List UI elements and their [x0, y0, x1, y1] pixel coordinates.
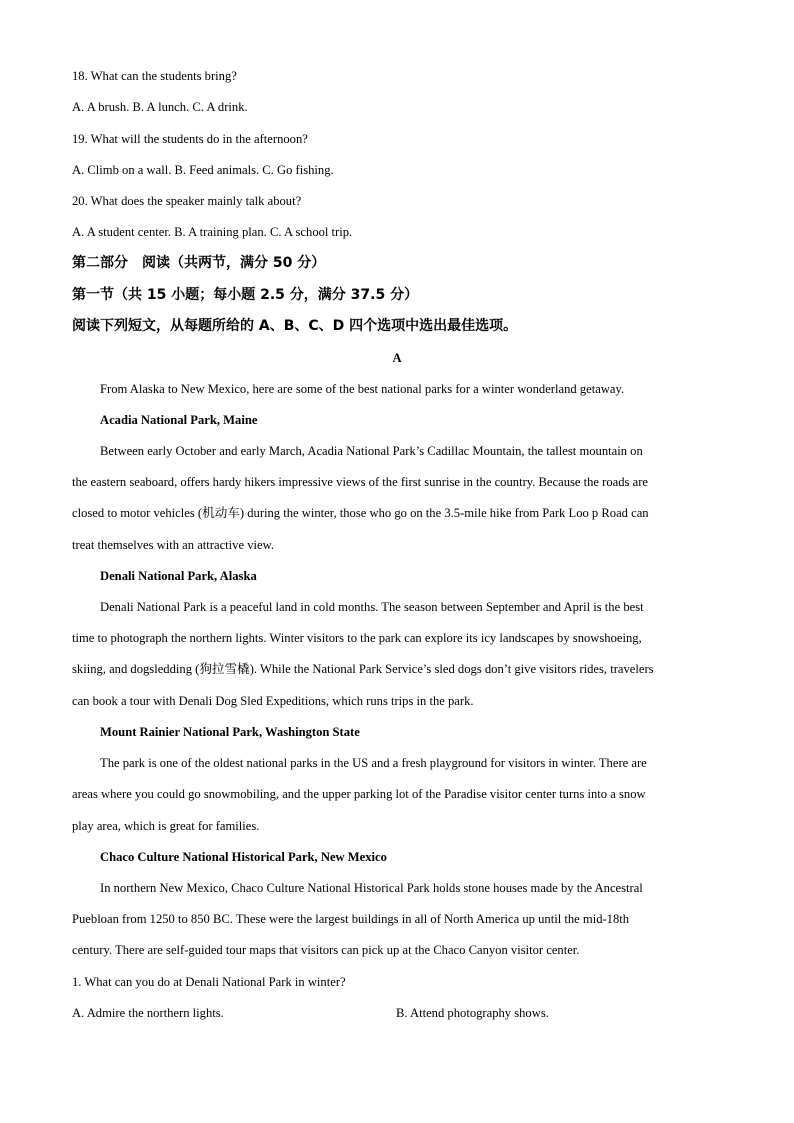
acadia-paragraph-line: Between early October and early March, Acadia National Park’s Cadillac Mountain, the tallest mountain on: [100, 444, 643, 458]
rainier-paragraph-line: areas where you could go snowmobiling, and the upper parking lot of the Paradise visitor center turns into a snow: [72, 787, 646, 801]
denali-paragraph-line: Denali National Park is a peaceful land in cold months. The season between September and April is the best: [100, 600, 644, 614]
denali-paragraph-line: time to photograph the northern lights. Winter visitors to the park can explore its icy landscapes by snowshoeing,: [72, 631, 642, 645]
question-19: 19. What will the students do in the afternoon?: [72, 132, 308, 146]
denali-paragraph-line: skiing, and dogsledding (狗拉雪橇). While the National Park Service’s sled dogs don’t give visitors rides, travelers: [72, 662, 654, 676]
acadia-paragraph-line: treat themselves with an attractive view.: [72, 538, 275, 552]
passage-intro: From Alaska to New Mexico, here are some of the best national parks for a winter wonderland getaway.: [100, 382, 625, 396]
chaco-paragraph-line: In northern New Mexico, Chaco Culture National Historical Park holds stone houses made by the Ancestral: [100, 881, 643, 895]
question-19-options: A. Climb on a wall. B. Feed animals. C. Go fishing.: [72, 163, 334, 177]
reading-instruction: 阅读下列短文，从每题所给的 A、B、C、D 四个选项中选出最佳选项。: [72, 318, 518, 334]
passage-letter: A: [392, 351, 402, 365]
chaco-paragraph-line: century. There are self-guided tour maps that visitors can pick up at the Chaco Canyon visitor center.: [72, 943, 580, 957]
acadia-paragraph-line: the eastern seaboard, offers hardy hikers impressive views of the first sunrise in the country. Because the roads are: [72, 475, 648, 489]
question-18-options: A. A brush. B. A lunch. C. A drink.: [72, 100, 248, 114]
denali-paragraph-line: can book a tour with Denali Dog Sled Expeditions, which runs trips in the park.: [72, 694, 474, 708]
section-one-heading: 第一节（共 15 小题；每小题 2.5 分，满分 37.5 分）: [72, 287, 419, 303]
question-1-option-b: B. Attend photography shows.: [396, 1006, 549, 1020]
part-two-heading: 第二部分 阅读（共两节，满分 50 分）: [72, 255, 326, 271]
question-20-options: A. A student center. B. A training plan. C. A school trip.: [72, 225, 353, 239]
rainier-paragraph-line: play area, which is great for families.: [72, 819, 260, 833]
chaco-paragraph-line: Puebloan from 1250 to 850 BC. These were the largest buildings in all of North America up until the mid-18th: [72, 912, 630, 926]
park-heading-acadia: Acadia National Park, Maine: [100, 413, 258, 427]
acadia-paragraph-line: closed to motor vehicles (机动车) during the winter, those who go on the 3.5-mile hike from Park Loo p Road can: [72, 506, 649, 520]
park-heading-chaco: Chaco Culture National Historical Park, New Mexico: [100, 850, 387, 864]
rainier-paragraph-line: The park is one of the oldest national parks in the US and a fresh playground for visitors in winter. There are: [100, 756, 647, 770]
question-1-option-a: A. Admire the northern lights.: [72, 1006, 224, 1020]
question-20: 20. What does the speaker mainly talk about?: [72, 194, 302, 208]
park-heading-rainier: Mount Rainier National Park, Washington State: [100, 725, 360, 739]
park-heading-denali: Denali National Park, Alaska: [100, 569, 257, 583]
question-1: 1. What can you do at Denali National Park in winter?: [72, 975, 346, 989]
question-18: 18. What can the students bring?: [72, 69, 237, 83]
